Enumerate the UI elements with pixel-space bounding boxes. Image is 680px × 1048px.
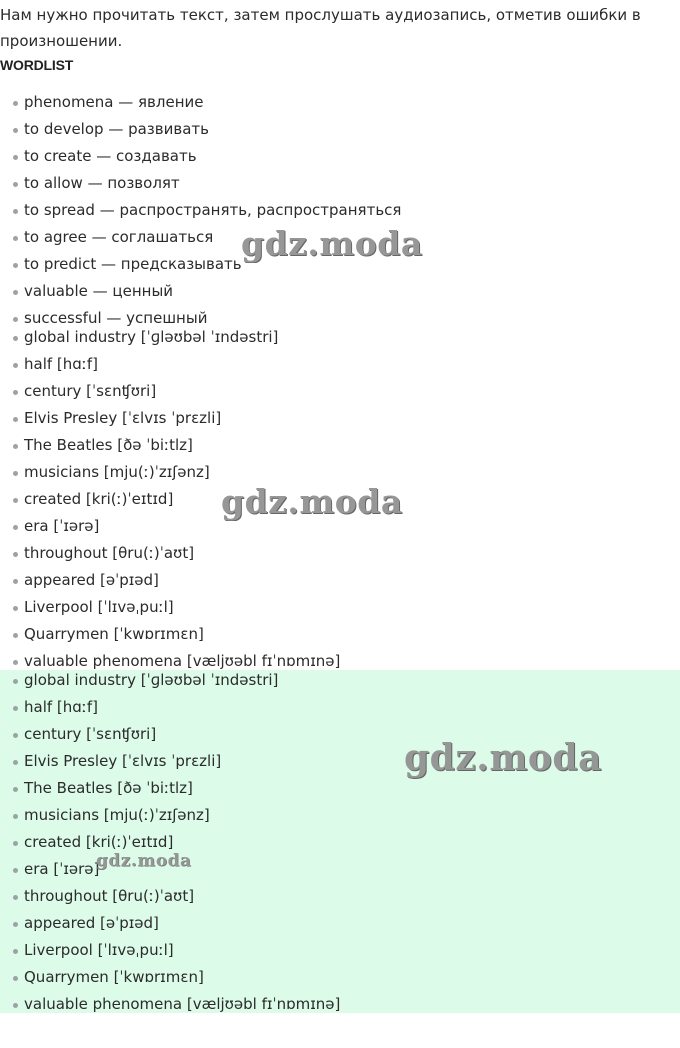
bullet-icon <box>13 606 18 611</box>
list-item <box>0 305 680 327</box>
list-item-text: phenomena — явление <box>24 93 204 111</box>
list-item <box>0 378 680 405</box>
list-item <box>0 324 680 351</box>
bullet-icon <box>13 552 18 557</box>
bullet-icon <box>13 236 18 241</box>
list-item <box>0 829 680 856</box>
wordlist-heading: WORDLIST <box>0 57 74 73</box>
list-item-text: global industry [ˈɡləʊbəl ˈɪndəstri] <box>24 328 279 346</box>
list-item <box>0 937 680 964</box>
list-item <box>0 170 680 197</box>
bullet-icon <box>13 895 18 900</box>
watermark: gdz.moda <box>241 224 423 263</box>
list-item <box>0 89 680 116</box>
bullet-icon <box>13 660 18 665</box>
bullet-icon <box>13 498 18 503</box>
list-item-text: half [hɑːf] <box>24 698 98 716</box>
list-item-text: Quarrymen [ˈkwɒrɪmɛn] <box>24 625 204 643</box>
list-item-text: throughout [θru(ː)ˈaʊt] <box>24 887 195 905</box>
list-item <box>0 486 680 513</box>
bullet-icon <box>13 263 18 268</box>
list-item-text: The Beatles [ðə ˈbiːtlz] <box>24 436 193 454</box>
bullet-icon <box>13 1003 18 1008</box>
bullet-icon <box>13 525 18 530</box>
list-item-text: era [ˈɪərə] <box>24 860 100 878</box>
list-item <box>0 621 680 648</box>
pronunciation-list-repeat <box>0 667 680 1018</box>
list-item-text: valuable phenomena [væljʊəbl fɪˈnɒmɪnə] <box>24 652 341 670</box>
list-item <box>0 775 680 802</box>
bullet-icon <box>13 101 18 106</box>
bullet-icon <box>13 922 18 927</box>
list-item-text: Liverpool [ˈlɪvəˌpuːl] <box>24 941 174 959</box>
list-item-text: to predict — предсказывать <box>24 255 242 273</box>
list-item-text: to allow — позволят <box>24 174 180 192</box>
list-item-text: valuable phenomena [væljʊəbl fɪˈnɒmɪnə] <box>24 995 341 1013</box>
list-item <box>0 748 680 775</box>
list-item-text: created [kri(ː)ˈeɪtɪd] <box>24 833 174 851</box>
bullet-icon <box>13 706 18 711</box>
bullet-icon <box>13 336 18 341</box>
list-item-text: Quarrymen [ˈkwɒrɪmɛn] <box>24 968 204 986</box>
list-item-text: valuable — ценный <box>24 282 174 300</box>
list-item <box>0 594 680 621</box>
bullet-icon <box>13 363 18 368</box>
bullet-icon <box>13 787 18 792</box>
list-item <box>0 459 680 486</box>
list-item-text: successful — успешный <box>24 309 208 327</box>
list-item-text: century [ˈsɛnʧʊri] <box>24 725 157 743</box>
list-item-text: appeared [əˈpɪəd] <box>24 914 159 932</box>
list-item-text: half [hɑːf] <box>24 355 98 373</box>
bullet-icon <box>13 290 18 295</box>
bullet-icon <box>13 679 18 684</box>
list-item <box>0 197 680 224</box>
bullet-icon <box>13 128 18 133</box>
bullet-icon <box>13 182 18 187</box>
bullet-icon <box>13 209 18 214</box>
intro-text: Нам нужно прочитать текст, затем прослушать аудиозапись, отметив ошибки в произношении. <box>0 6 641 50</box>
list-item <box>0 116 680 143</box>
list-item-text: century [ˈsɛnʧʊri] <box>24 382 157 400</box>
list-item <box>0 964 680 991</box>
list-item-text: musicians [mju(ː)ˈzɪʃənz] <box>24 806 210 824</box>
bullet-icon <box>13 949 18 954</box>
list-item-text: appeared [əˈpɪəd] <box>24 571 159 589</box>
bullet-icon <box>13 471 18 476</box>
list-item <box>0 278 680 305</box>
list-item <box>0 648 680 670</box>
highlighted-block <box>0 670 680 1013</box>
watermark: gdz.moda <box>404 737 602 779</box>
bullet-icon <box>13 760 18 765</box>
list-item <box>0 513 680 540</box>
list-item <box>0 991 680 1018</box>
watermark: gdz.moda <box>221 482 403 521</box>
list-item-text: to agree — соглашаться <box>24 228 214 246</box>
list-item <box>0 667 680 694</box>
bullet-icon <box>13 868 18 873</box>
wordlist <box>0 89 680 327</box>
list-item <box>0 802 680 829</box>
list-item <box>0 721 680 748</box>
list-item-text: era [ˈɪərə] <box>24 517 100 535</box>
list-item <box>0 694 680 721</box>
bullet-icon <box>13 841 18 846</box>
list-item-text: created [kri(ː)ˈeɪtɪd] <box>24 490 174 508</box>
bullet-icon <box>13 155 18 160</box>
list-item <box>0 351 680 378</box>
list-item <box>0 910 680 937</box>
bullet-icon <box>13 417 18 422</box>
bullet-icon <box>13 814 18 819</box>
list-item-text: musicians [mju(ː)ˈzɪʃənz] <box>24 463 210 481</box>
list-item <box>0 540 680 567</box>
list-item-text: to spread — распространять, распространяться <box>24 201 402 219</box>
bullet-icon <box>13 317 18 322</box>
bullet-icon <box>13 633 18 638</box>
list-item <box>0 856 680 883</box>
list-item-text: Elvis Presley [ˈɛlvɪs ˈprɛzli] <box>24 409 222 427</box>
list-item <box>0 405 680 432</box>
list-item <box>0 224 680 251</box>
list-item-text: to create — создавать <box>24 147 197 165</box>
list-item-text: to develop — развивать <box>24 120 209 138</box>
bullet-icon <box>13 976 18 981</box>
list-item <box>0 251 680 278</box>
bullet-icon <box>13 390 18 395</box>
list-item <box>0 883 680 910</box>
list-item-text: global industry [ˈɡləʊbəl ˈɪndəstri] <box>24 671 279 689</box>
watermark: gdz.moda <box>96 851 192 871</box>
list-item-text: Liverpool [ˈlɪvəˌpuːl] <box>24 598 174 616</box>
bullet-icon <box>13 444 18 449</box>
list-item <box>0 432 680 459</box>
list-item <box>0 567 680 594</box>
list-item-text: The Beatles [ðə ˈbiːtlz] <box>24 779 193 797</box>
pronunciation-list <box>0 324 680 670</box>
bullet-icon <box>13 579 18 584</box>
list-item <box>0 143 680 170</box>
list-item-text: Elvis Presley [ˈɛlvɪs ˈprɛzli] <box>24 752 222 770</box>
bullet-icon <box>13 733 18 738</box>
list-item-text: throughout [θru(ː)ˈaʊt] <box>24 544 195 562</box>
